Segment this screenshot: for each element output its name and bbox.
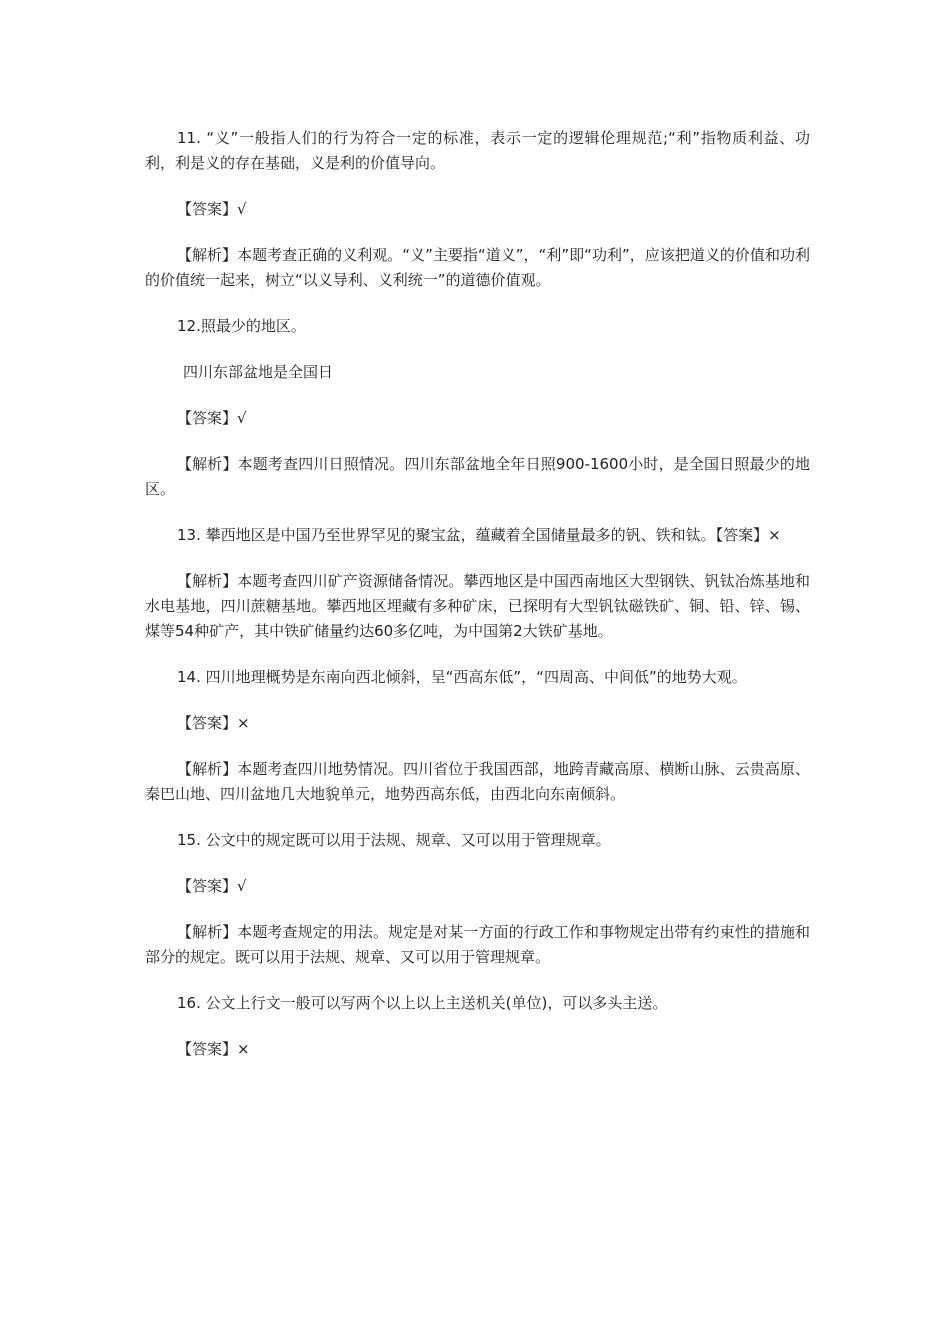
analysis-14: 【解析】本题考查四川地势情况。四川省位于我国西部，地跨青藏高原、横断山脉、云贵高原、秦巴山地、四川盆地几大地貌单元，地势西高东低，由西北向东南倾斜。 xyxy=(145,760,810,803)
question-14-text: 14. 四川地理概势是东南向西北倾斜，呈“西高东低”，“四周高、中间低”的地势大观。 xyxy=(177,668,747,686)
question-12-fragment: 四川东部盆地是全国日 xyxy=(183,363,334,381)
analysis-13: 【解析】本题考查四川矿产资源储备情况。攀西地区是中国西南地区大型钢铁、钒钛冶炼基地和水电基地，四川蔗糖基地。攀西地区埋藏有多种矿床，已探明有大型钒钛磁铁矿、铜、铅、锌、锡、煤等54种矿产，其中铁矿储量约达60多亿吨，为中国第2大铁矿基地。 xyxy=(145,572,810,640)
analysis-15: 【解析】本题考查规定的用法。规定是对某一方面的行政工作和事物规定出带有约束性的措施和部分的规定。既可以用于法规、规章、又可以用于管理规章。 xyxy=(145,923,810,966)
question-13-text: 13. 攀西地区是中国乃至世界罕见的聚宝盆，蕴藏着全国储量最多的钒、铁和钛。【答案】× xyxy=(177,526,781,544)
answer-16: 【答案】× xyxy=(177,1040,250,1058)
document-body xyxy=(145,126,810,1083)
answer-11: 【答案】√ xyxy=(177,200,247,218)
question-12-text: 12.照最少的地区。 xyxy=(177,317,306,335)
question-11-text: 11. “义”一般指人们的行为符合一定的标准，表示一定的逻辑伦理规范;“利”指物质利益、功利，利是义的存在基础，义是利的价值导向。 xyxy=(145,129,810,172)
answer-12: 【答案】√ xyxy=(177,409,247,427)
analysis-12: 【解析】本题考查四川日照情况。四川东部盆地全年日照900-1600小时，是全国日照最少的地区。 xyxy=(145,455,810,498)
answer-14: 【答案】× xyxy=(177,714,250,732)
analysis-11: 【解析】本题考查正确的义利观。“义”主要指“道义”，“利”即“功利”，应该把道义的价值和功利的价值统一起来，树立“以义导利、义利统一”的道德价值观。 xyxy=(145,246,810,289)
answer-15: 【答案】√ xyxy=(177,877,247,895)
question-15-text: 15. 公文中的规定既可以用于法规、规章、又可以用于管理规章。 xyxy=(177,831,611,849)
question-16-text: 16. 公文上行文一般可以写两个以上以上主送机关(单位)，可以多头主送。 xyxy=(177,994,668,1012)
